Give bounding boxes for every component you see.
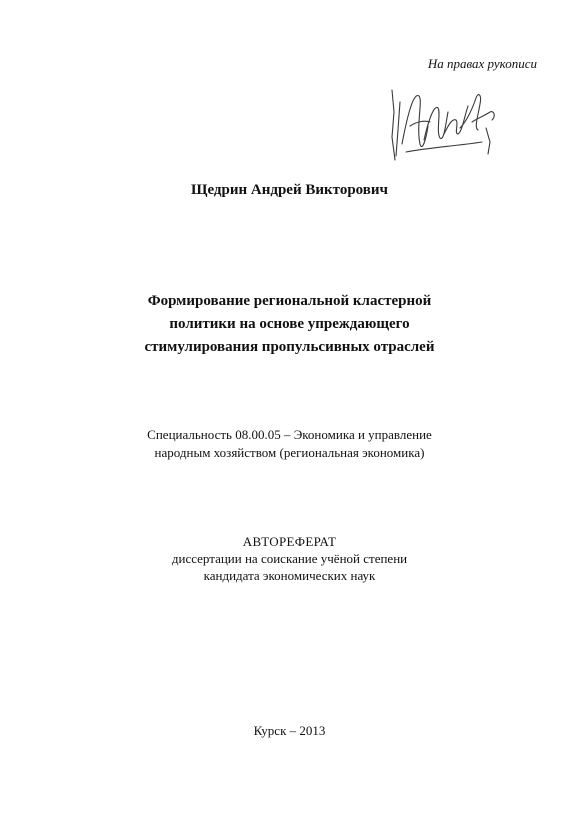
handwritten-signature (386, 82, 498, 162)
rights-note: На правах рукописи (427, 56, 537, 71)
title-line: стимулирования пропульсивных отраслей (144, 339, 435, 355)
title-line: политики на основе упреждающего (169, 316, 410, 332)
specialty-block (80, 426, 499, 462)
abstract-block (80, 533, 499, 584)
title-line: Формирование региональной кластерной (147, 293, 432, 309)
author-name: Щедрин Андрей Викторович (191, 182, 388, 198)
specialty-line: народным хозяйством (региональная экономика) (154, 445, 425, 460)
place-year: Курск – 2013 (253, 723, 326, 738)
specialty-line: Специальность 08.00.05 – Экономика и управление (147, 427, 432, 442)
abstract-line: диссертации на соискание учёной степени (171, 551, 408, 566)
dissertation-title (100, 290, 479, 359)
abstract-line: кандидата экономических наук (203, 568, 376, 583)
abstract-heading: АВТОРЕФЕРАТ (242, 534, 337, 549)
